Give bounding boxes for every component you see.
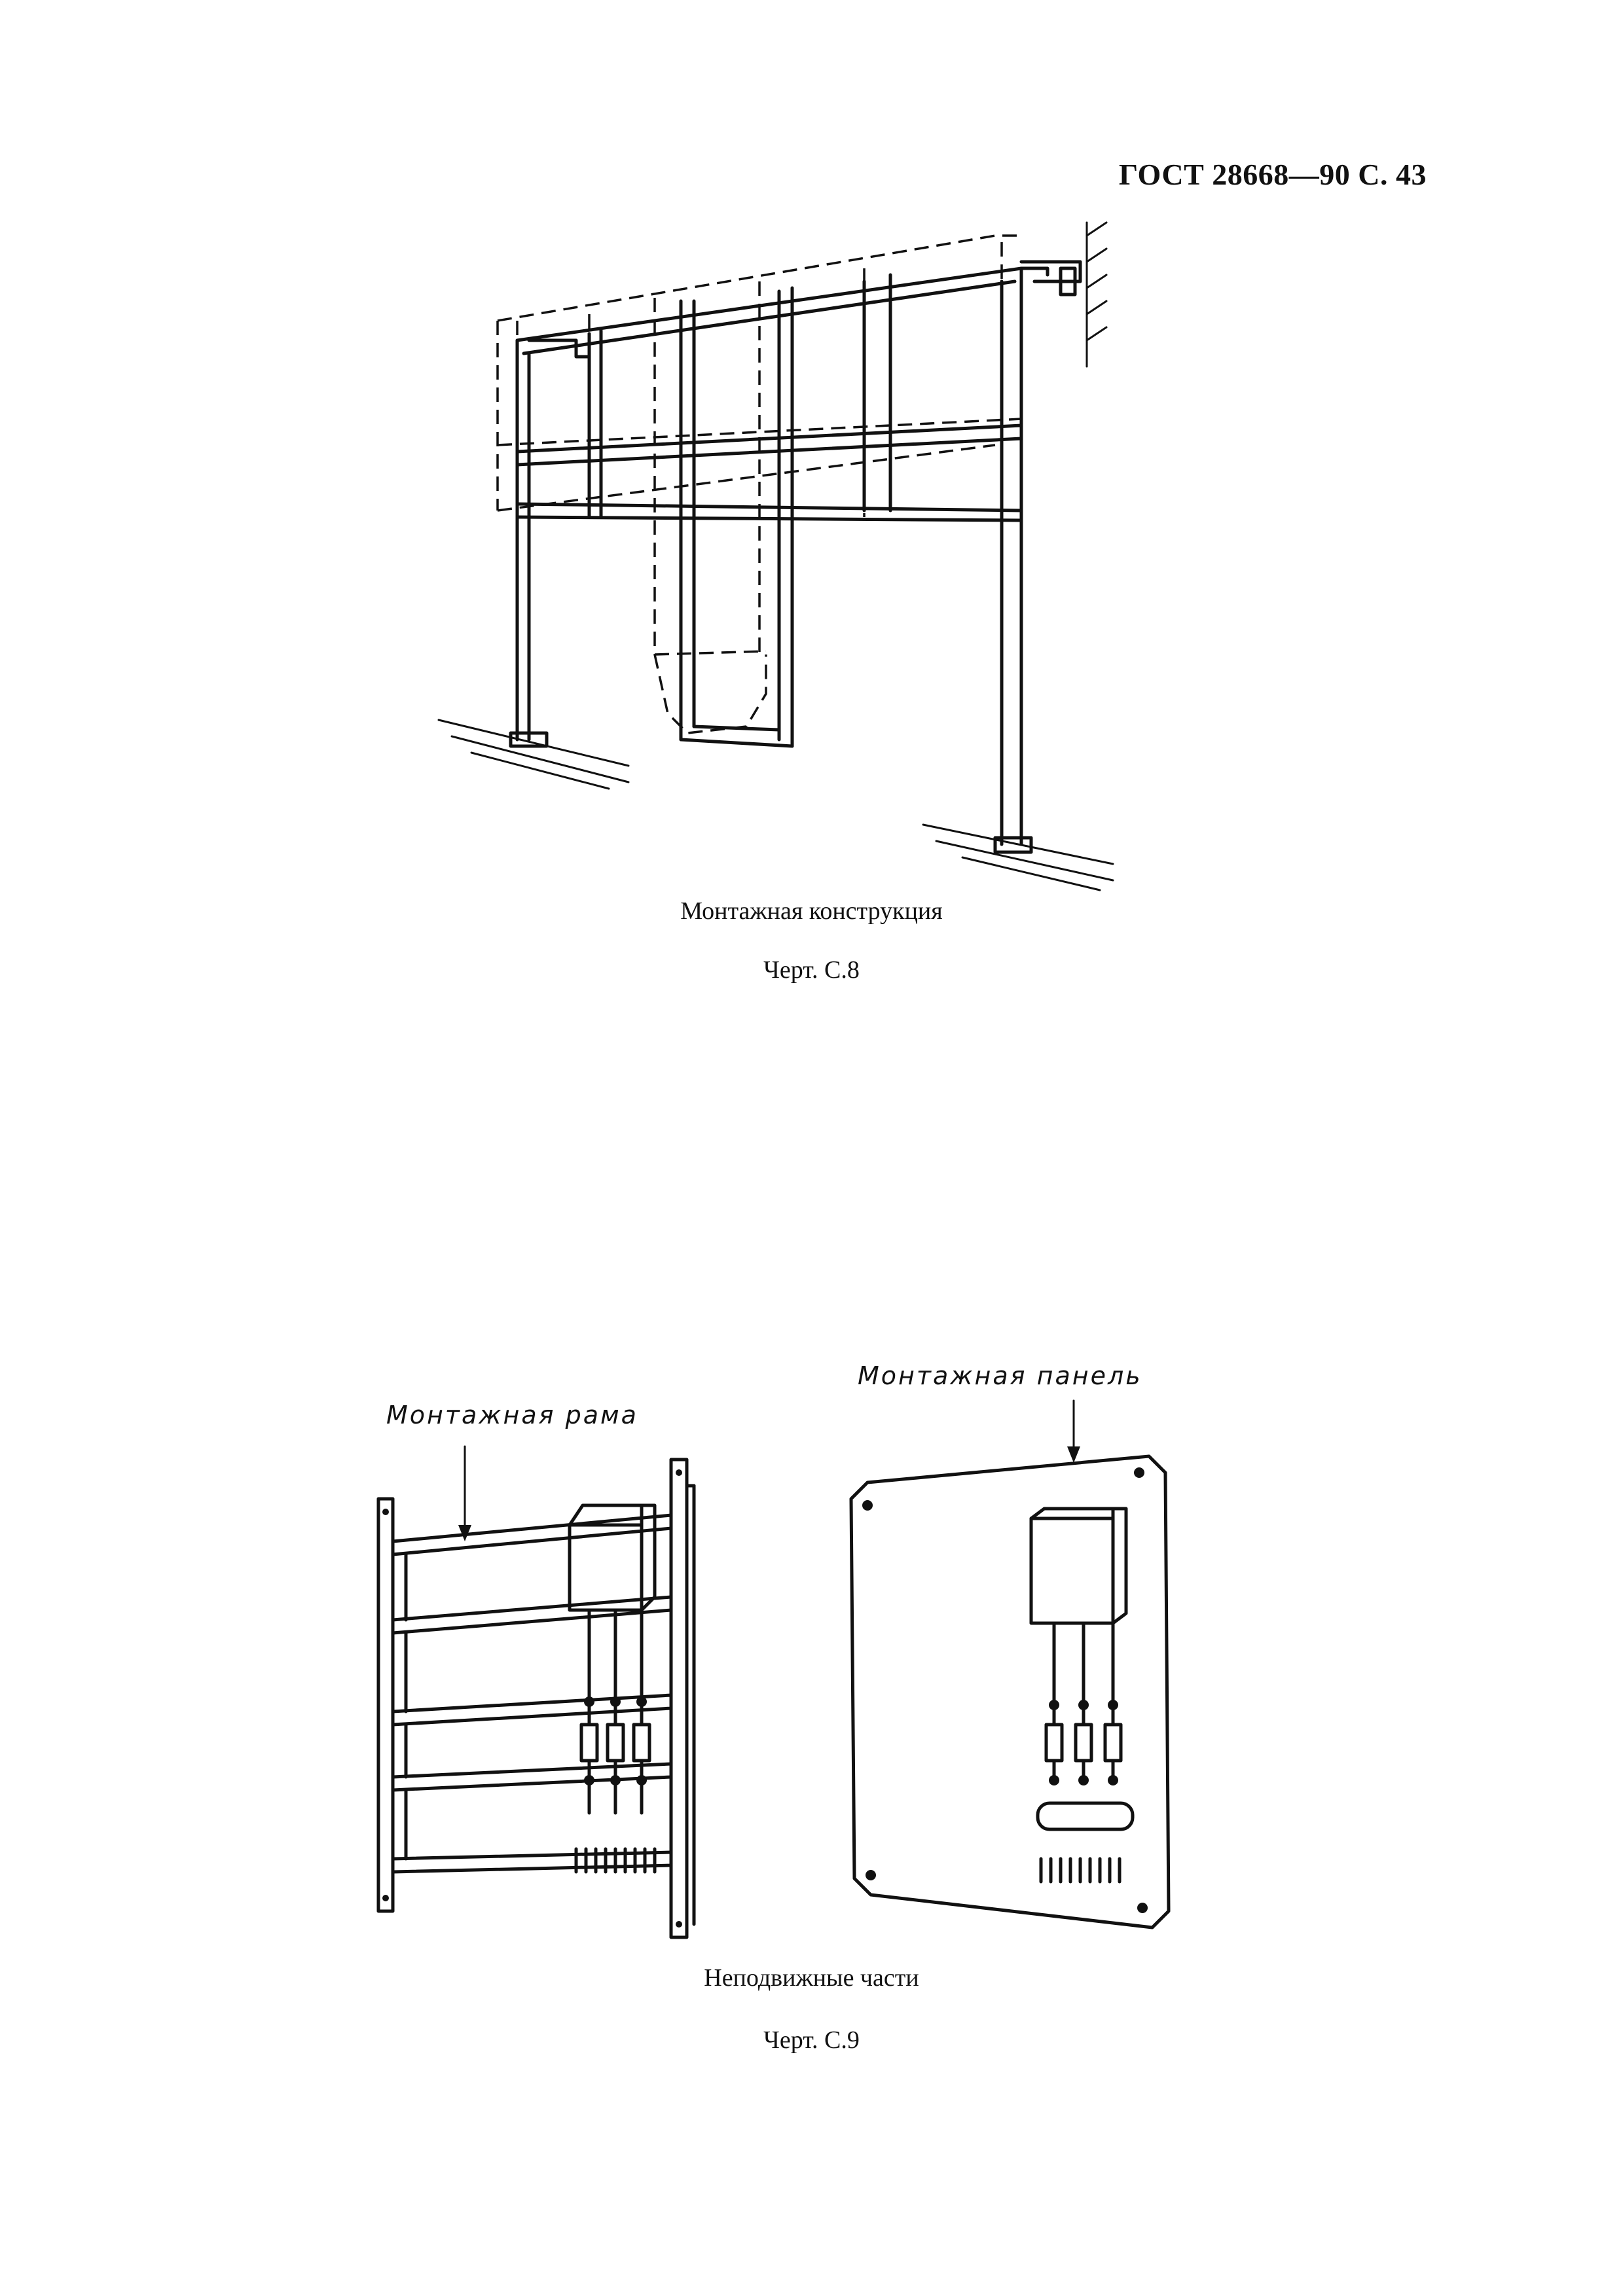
mounting-frame — [378, 1446, 694, 1937]
figure9-caption: Неподвижные части — [704, 1964, 919, 1992]
panel-label: Монтажная панель — [858, 1361, 1142, 1390]
mounting-panel — [851, 1401, 1169, 1928]
page-header: ГОСТ 28668—90 С. 43 — [1118, 158, 1427, 191]
panel-terminal-strip — [1041, 1859, 1120, 1882]
figure8-caption: Монтажная конструкция — [680, 897, 943, 925]
frame-label: Монтажная рама — [386, 1401, 638, 1429]
figure9-number: Черт. С.9 — [763, 2026, 860, 2054]
figure8-number: Черт. С.8 — [763, 956, 860, 984]
